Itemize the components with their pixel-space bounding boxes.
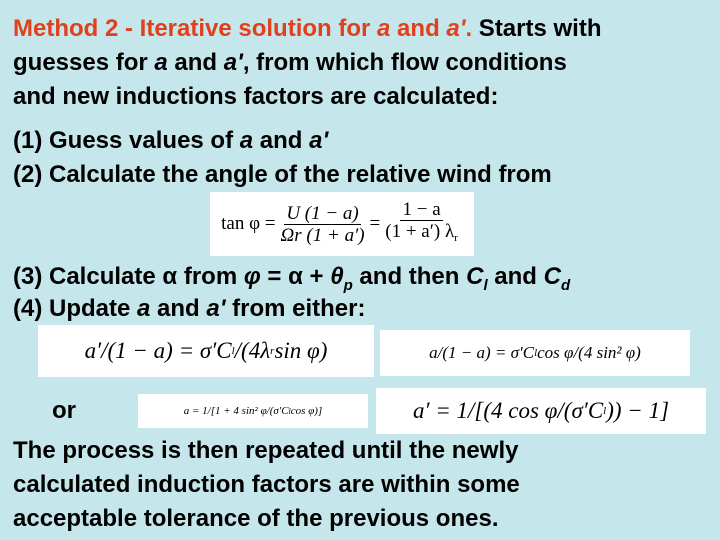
step-text: + (302, 263, 331, 290)
a-update-equation (380, 330, 690, 376)
intro-line-3: and new inductions factors are calculated: (13, 83, 499, 110)
symbol-alpha: α (162, 263, 178, 290)
den-text: (1 + a′) λ (385, 221, 455, 242)
eq-text: a′ = 1/[(4 cos φ/(σ′C (412, 398, 604, 423)
symbol-c: C (466, 263, 484, 290)
eq-text: cos φ)] (290, 405, 323, 417)
eq-subscript: l (534, 347, 538, 359)
intro-text: and (167, 49, 224, 76)
step-text: = (260, 263, 289, 290)
eq-text: cos φ/(4 sin² φ) (537, 343, 641, 362)
step-text: (4) Update (13, 295, 138, 322)
method-heading (13, 15, 472, 42)
step-text: (3) Calculate (13, 263, 163, 290)
step-text: (1) Guess values of (13, 127, 240, 154)
intro-line-1 (13, 14, 602, 44)
conclusion-line-1: The process is then repeated until the newly (13, 437, 519, 464)
a-prime-explicit-equation (376, 388, 706, 434)
intro-var-a: a (154, 49, 168, 76)
den-subscript: r (454, 232, 458, 244)
eq-subscript: r (270, 345, 275, 357)
heading-var-a-prime: a' (446, 15, 466, 42)
step-var-a-prime: a' (309, 127, 329, 154)
step-text: and then (352, 263, 467, 290)
step-text: from either: (225, 295, 366, 322)
tan-lhs: tan φ = (221, 213, 276, 234)
step-4 (13, 294, 365, 324)
tan-fraction-1 (279, 203, 367, 246)
eq-text: a′/(1 − a) = σ′C (84, 338, 232, 363)
step-text: and (487, 263, 544, 290)
eq-subscript: l (603, 405, 607, 417)
intro-var-a-prime: a' (223, 49, 243, 76)
eq-text: /(4λ (234, 338, 271, 363)
conclusion-line-3: acceptable tolerance of the previous ones. (13, 505, 499, 532)
tan-fraction-2 (383, 199, 460, 249)
intro-text: guesses for (13, 49, 155, 76)
fraction-denominator: Ωr (1 + a′) (280, 224, 365, 246)
intro-line-2 (13, 48, 567, 78)
eq-subscript: l (288, 406, 291, 416)
step-text: and (150, 295, 207, 322)
fraction-denominator (383, 221, 460, 249)
symbol-alpha: α (288, 263, 303, 290)
step-1 (13, 126, 328, 156)
step-2: (2) Calculate the angle of the relative wind from (13, 161, 552, 188)
step-text: and (253, 127, 310, 154)
heading-period: . (465, 15, 473, 42)
step-var-a: a (239, 127, 254, 154)
subscript-d: d (560, 276, 571, 294)
intro-text: , from which flow conditions (242, 49, 567, 76)
symbol-phi: φ (243, 263, 261, 290)
eq-text: sin φ) (274, 338, 328, 363)
subscript-l: l (483, 276, 488, 294)
eq-text: a = 1/[1 + 4 sin² φ/(σ′C (183, 405, 289, 417)
fraction-numerator: 1 − a (402, 199, 441, 220)
step-text: from (177, 263, 244, 290)
heading-text-and: and (390, 15, 447, 42)
conclusion-line-2: calculated induction factors are within some (13, 471, 520, 498)
a-prime-update-equation (38, 325, 374, 377)
heading-var-a: a (377, 15, 391, 42)
or-label: or (52, 397, 76, 424)
symbol-theta: θ (330, 263, 344, 290)
fraction-numerator: U (1 − a) (286, 202, 359, 224)
eq-text: a/(1 − a) = σ′C (429, 343, 535, 362)
step-var-a: a (137, 295, 151, 322)
heading-text: Method 2 - Iterative solution for (13, 15, 378, 42)
equals-sign: = (369, 213, 381, 234)
eq-subscript: l (231, 345, 235, 357)
a-explicit-equation (138, 394, 368, 428)
tan-phi-equation (210, 192, 474, 256)
subscript-p: p (343, 276, 353, 294)
intro-text-starts: Starts with (472, 15, 602, 42)
step-var-a-prime: a' (206, 295, 226, 322)
symbol-c: C (543, 263, 561, 290)
eq-text: )) − 1] (606, 398, 670, 423)
